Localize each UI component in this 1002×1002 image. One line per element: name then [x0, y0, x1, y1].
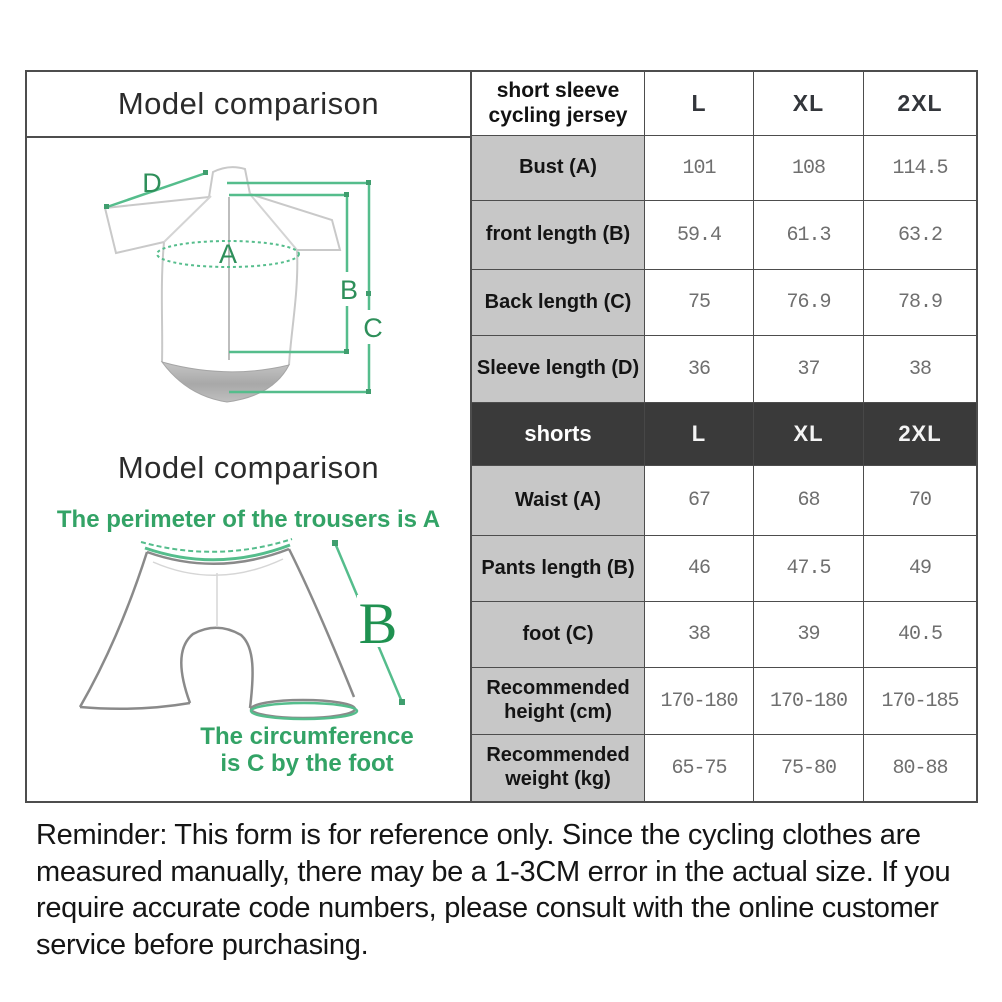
- value-cell: 49: [864, 536, 976, 602]
- value-cell: 108: [754, 136, 864, 201]
- value-cell: 38: [864, 336, 976, 403]
- value-cell: 47.5: [754, 536, 864, 602]
- value-cell: 70: [864, 466, 976, 536]
- row-label-recommended-height: Recommended height (cm): [472, 668, 645, 735]
- value-cell: 40.5: [864, 602, 976, 668]
- label-b: B: [339, 275, 359, 305]
- size-col-xl: XL: [754, 72, 864, 136]
- shorts-size-col-xl: XL: [754, 403, 864, 466]
- value-cell: 101: [645, 136, 754, 201]
- shorts-size-col-2xl: 2XL: [864, 403, 976, 466]
- value-cell: 46: [645, 536, 754, 602]
- value-cell: 76.9: [754, 270, 864, 336]
- value-cell: 170-185: [864, 668, 976, 735]
- value-cell: 75: [645, 270, 754, 336]
- pad-outline: [181, 628, 252, 708]
- row-label-sleeve-length: Sleeve length (D): [472, 336, 645, 403]
- label-c: C: [363, 313, 383, 343]
- row-label-pants-length: Pants length (B): [472, 536, 645, 602]
- row-label-front-length: front length (B): [472, 201, 645, 270]
- row-label-back-length: Back length (C): [472, 270, 645, 336]
- shorts-foot-note: [177, 724, 437, 778]
- jersey-diagram: [27, 146, 470, 436]
- right-outer-edge: [289, 549, 354, 697]
- shorts-foot-note-line2: is C by the foot: [220, 749, 394, 777]
- label-a: A: [218, 239, 238, 269]
- value-cell: 36: [645, 336, 754, 403]
- value-cell: 63.2: [864, 201, 976, 270]
- shorts-waist-note: The perimeter of the trousers is A: [56, 506, 441, 533]
- value-cell: 59.4: [645, 201, 754, 270]
- value-cell: 75-80: [754, 735, 864, 801]
- left-sleeve-path: [105, 197, 209, 253]
- size-chart-sheet: [25, 70, 978, 803]
- jersey-section-title: Model comparison: [27, 72, 470, 138]
- waist-a-dashed-line: [141, 539, 292, 552]
- value-cell: 68: [754, 466, 864, 536]
- right-sleeve-path: [250, 194, 340, 250]
- shorts-foot-note-line1: The circumference: [200, 723, 414, 750]
- row-label-recommended-weight: Recommended weight (kg): [472, 735, 645, 801]
- diagram-area: [27, 138, 470, 801]
- left-hem: [80, 703, 190, 709]
- row-label-foot: foot (C): [472, 602, 645, 668]
- shorts-label-b: B: [358, 591, 398, 656]
- value-cell: 37: [754, 336, 864, 403]
- value-cell: 65-75: [645, 735, 754, 801]
- value-cell: 114.5: [864, 136, 976, 201]
- shorts-inner-lines: [153, 559, 283, 627]
- size-table: [472, 72, 976, 801]
- shorts-diagram: [27, 535, 470, 730]
- value-cell: 170-180: [754, 668, 864, 735]
- jersey-table-header: short sleeve cycling jersey: [472, 72, 645, 136]
- value-cell: 80-88: [864, 735, 976, 801]
- value-cell: 170-180: [645, 668, 754, 735]
- value-cell: 38: [645, 602, 754, 668]
- label-d: D: [142, 168, 162, 198]
- hem-shading: [162, 362, 289, 402]
- model-comparison-panel: [27, 72, 472, 801]
- reminder-text: Reminder: This form is for reference only. Since the cycling clothes are measured manually, there may be a 1-3CM error in the actual size. If you require accurate code numbers, please consult with the online customer service before purchasing.: [36, 819, 951, 961]
- value-cell: 67: [645, 466, 754, 536]
- body-right-edge: [289, 250, 297, 365]
- shorts-section-title: Model comparison: [117, 450, 380, 485]
- row-label-bust: Bust (A): [472, 136, 645, 201]
- size-col-2xl: 2XL: [864, 72, 976, 136]
- shorts-size-col-l: L: [645, 403, 754, 466]
- value-cell: 61.3: [754, 201, 864, 270]
- shorts-table-header: shorts: [472, 403, 645, 466]
- left-outer-edge: [80, 552, 147, 707]
- size-col-l: L: [645, 72, 754, 136]
- measurement-lines: [107, 173, 369, 392]
- row-label-waist: Waist (A): [472, 466, 645, 536]
- value-cell: 39: [754, 602, 864, 668]
- value-cell: 78.9: [864, 270, 976, 336]
- foot-c-ellipse: [251, 703, 357, 719]
